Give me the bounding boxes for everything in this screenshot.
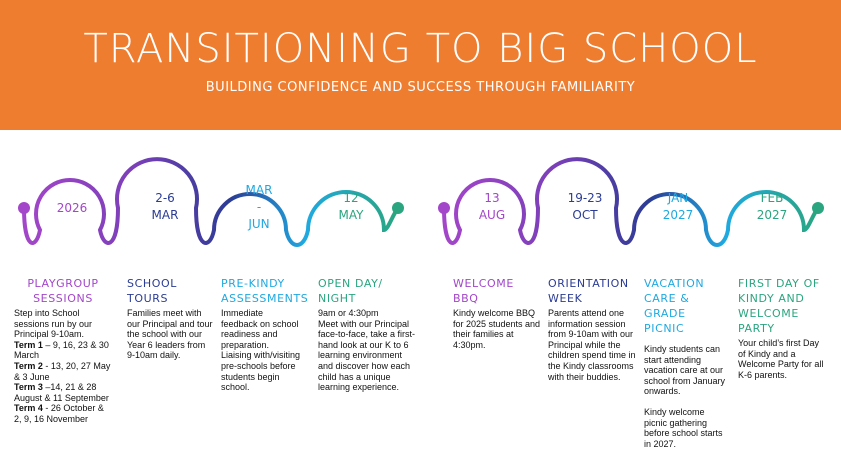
timeline-end-dot-left bbox=[392, 202, 404, 214]
term-1: Term 1 – 9, 16, 23 & 30 March bbox=[14, 339, 109, 361]
event-body: Step into School sessions run by our Principal 9-10am. bbox=[14, 308, 93, 340]
event-heading: PLAYGROUP SESSIONS bbox=[27, 277, 99, 305]
term-2: Term 2 - 13, 20, 27 May & 3 June bbox=[14, 360, 111, 382]
date-mar-jun: MAR - JUN bbox=[245, 183, 273, 231]
event-playgroup bbox=[14, 276, 112, 425]
event-body: Your child’s first Day of Kindy and a Welcome Party for all K-6 parents. bbox=[738, 338, 824, 380]
timeline-start-dot-left bbox=[18, 202, 30, 214]
event-heading: ORIENTATION WEEK bbox=[548, 277, 629, 305]
event-orientation bbox=[548, 276, 636, 382]
event-body: Immediate feedback on school readiness and preparation. Liaising with/visiting pre-schools before students begin school. bbox=[221, 308, 301, 393]
event-school-tours bbox=[127, 276, 213, 361]
event-body: Parents attend one information session from 9-10am with our Principal while the children spend time in the Kindy classrooms with their buddies. bbox=[548, 308, 636, 382]
timeline-start-dot-right bbox=[438, 202, 450, 214]
event-body: Kindy welcome BBQ for 2025 students and their families at 4:30pm. bbox=[453, 308, 541, 350]
event-heading: SCHOOL TOURS bbox=[127, 277, 177, 305]
date-mar-tours: 2-6 MAR bbox=[151, 191, 179, 222]
event-pre-kindy bbox=[221, 276, 311, 393]
event-heading: FIRST DAY OF KINDY AND WELCOME PARTY bbox=[738, 277, 820, 335]
event-body: Families meet with our Principal and tour the school with our Year 6 leaders from 9-10am daily. bbox=[127, 308, 213, 361]
event-open-day bbox=[318, 276, 416, 393]
date-jan: JAN 2027 bbox=[662, 191, 694, 222]
page-subtitle: BUILDING CONFIDENCE AND SUCCESS THROUGH FAMILIARITY bbox=[205, 80, 636, 95]
event-body-2: Kindy welcome picnic gathering before school starts in 2027. bbox=[644, 406, 723, 449]
event-heading: WELCOME BBQ bbox=[453, 277, 514, 305]
term-4: Term 4 - 26 October & 2, 9, 16 November bbox=[14, 403, 104, 424]
date-oct: 19-23 OCT bbox=[567, 191, 603, 222]
event-body: Kindy students can start attending vacation care at our school from January onwards. bbox=[644, 344, 726, 397]
date-aug: 13 AUG bbox=[478, 191, 506, 222]
date-2026: 2026 bbox=[56, 201, 88, 215]
event-heading: VACATION CARE & GRADE PICNIC bbox=[644, 277, 705, 335]
term-3: Term 3 –14, 21 & 28 August & 11 September bbox=[14, 382, 109, 403]
event-first-day bbox=[738, 276, 836, 380]
event-heading: OPEN DAY/ NIGHT bbox=[318, 277, 383, 305]
event-vacation-care bbox=[644, 276, 728, 449]
event-welcome-bbq bbox=[453, 276, 543, 350]
event-body: 9am or 4:30pm Meet with our Principal face-to-face, take a first-hand look at our K to 6 learning environment and discover how each child has a unique learning experience. bbox=[318, 308, 416, 393]
timeline-end-dot-right bbox=[812, 202, 824, 214]
page-title: TRANSITIONING TO BIG SCHOOL bbox=[83, 26, 758, 72]
date-may: 12 MAY bbox=[338, 191, 364, 222]
date-feb: FEB 2027 bbox=[756, 191, 788, 222]
timeline-graphic bbox=[0, 150, 841, 280]
event-heading: PRE-KINDY ASSESSMENTS bbox=[221, 277, 309, 305]
header-banner bbox=[0, 0, 841, 130]
